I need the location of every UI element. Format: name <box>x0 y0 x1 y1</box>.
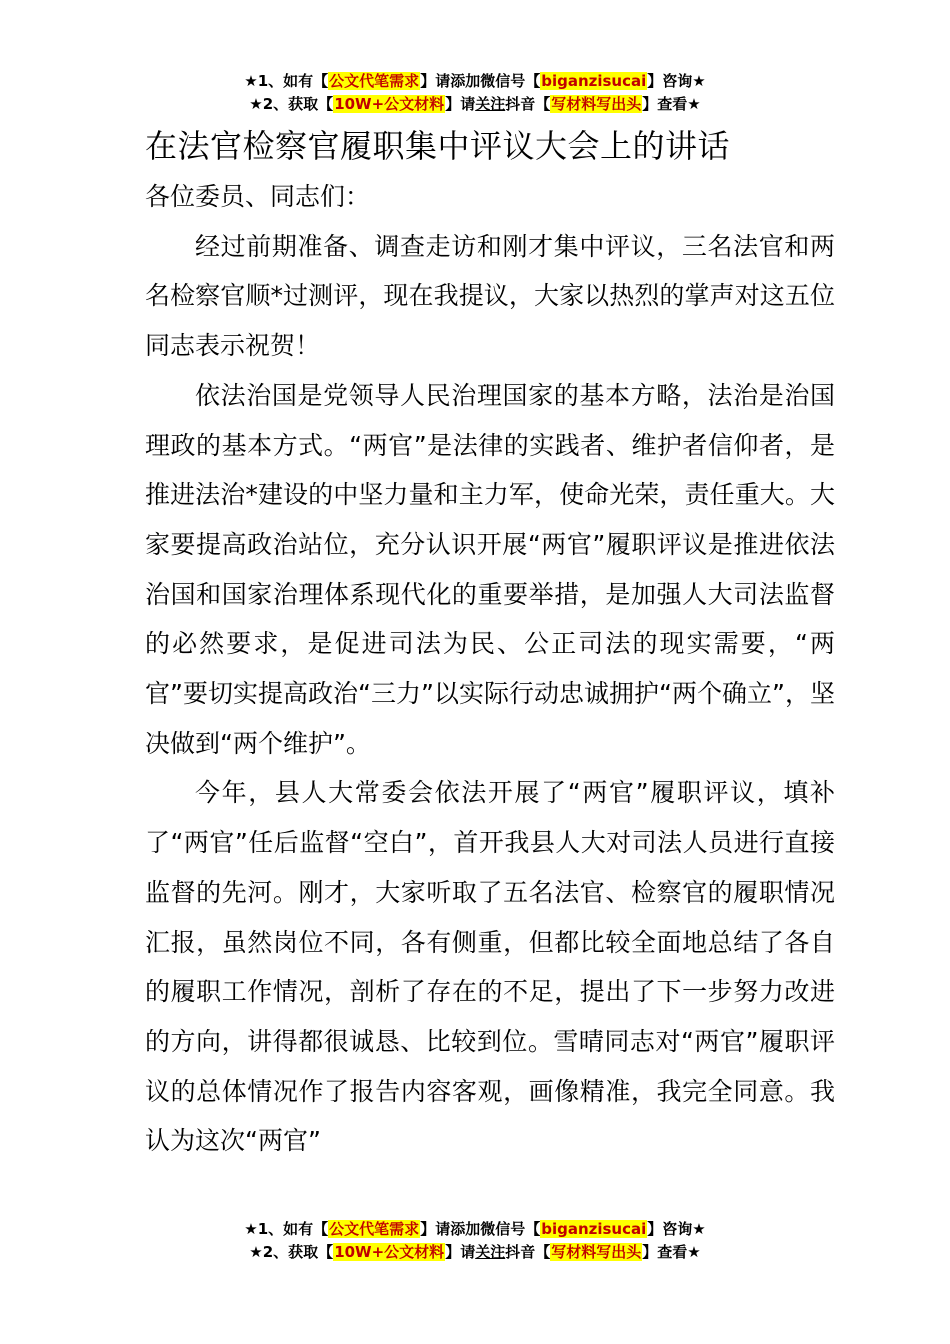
promo-text: 】咨询★ <box>647 1220 706 1238</box>
promo-text: 】查看★ <box>642 95 701 113</box>
promo-text: ★2、获取【 <box>249 95 334 113</box>
paragraph: 依法治国是党领导人民治理国家的基本方略，法治是治国理政的基本方式。“两官”是法律的实践者、维护者信仰者，是推进法治*建设的中坚力量和主力军，使命光荣，责任重大。大家要提高政治站位，充分认识开展“两官”履职评议是推进依法治国和国家治理体系现代化的重要举措，是加强人大司法监督的必然要求，是促进司法为民、公正司法的现实需要，“两官”要切实提高政治“三力”以实际行动忠诚拥护“两个确立”，坚决做到“两个维护”。 <box>145 380 835 758</box>
salutation: 各位委员、同志们： <box>145 182 371 211</box>
promo-text: 】请添加微信号【 <box>420 72 541 90</box>
promo-underlined: 关注 <box>475 1243 506 1261</box>
promo-highlight: 公文代笔需求 <box>329 72 420 90</box>
document-title: 在法官检察官履职集中评议大会上的讲话 <box>145 127 731 165</box>
promo-line-1 <box>0 70 950 93</box>
promo-highlight: biganzisucai <box>541 72 647 90</box>
promo-underlined: 关注 <box>475 95 506 113</box>
promo-text: 】请 <box>445 1243 476 1261</box>
promo-line-1 <box>0 1218 950 1241</box>
promo-highlight: 写材料写出头 <box>551 1243 642 1261</box>
promo-text: 抖音【 <box>505 1243 551 1261</box>
promo-text: ★1、如有【 <box>244 1220 329 1238</box>
promo-text: 】查看★ <box>642 1243 701 1261</box>
promo-highlight: 写材料写出头 <box>551 95 642 113</box>
promo-text: ★1、如有【 <box>244 72 329 90</box>
promo-text: 抖音【 <box>505 95 551 113</box>
promo-highlight: 公文代笔需求 <box>329 1220 420 1238</box>
document-body <box>145 172 835 1166</box>
promo-text: 】请 <box>445 95 476 113</box>
promo-line-2 <box>0 1241 950 1264</box>
promo-text: 】咨询★ <box>647 72 706 90</box>
promo-banner-bottom <box>0 1218 950 1264</box>
promo-line-2 <box>0 93 950 116</box>
promo-highlight: biganzisucai <box>541 1220 647 1238</box>
promo-highlight: 10W+公文材料 <box>334 95 445 113</box>
promo-text: ★2、获取【 <box>249 1243 334 1261</box>
promo-text: 】请添加微信号【 <box>420 1220 541 1238</box>
promo-highlight: 10W+公文材料 <box>334 1243 445 1261</box>
paragraph: 今年，县人大常委会依法开展了“两官”履职评议，填补了“两官”任后监督“空白”，首开我县人大对司法人员进行直接监督的先河。刚才，大家听取了五名法官、检察官的履职情况汇报，虽然岗位不同，各有侧重，但都比较全面地总结了各自的履职工作情况，剖析了存在的不足，提出了下一步努力改进的方向，讲得都很诚恳、比较到位。雪晴同志对“两官”履职评议的总体情况作了报告内容客观，画像精准，我完全同意。我认为这次“两官” <box>145 778 835 1156</box>
promo-banner-top <box>0 70 950 116</box>
paragraph: 经过前期准备、调查走访和刚才集中评议，三名法官和两名检察官顺*过测评，现在我提议，大家以热烈的掌声对这五位同志表示祝贺！ <box>145 231 835 361</box>
